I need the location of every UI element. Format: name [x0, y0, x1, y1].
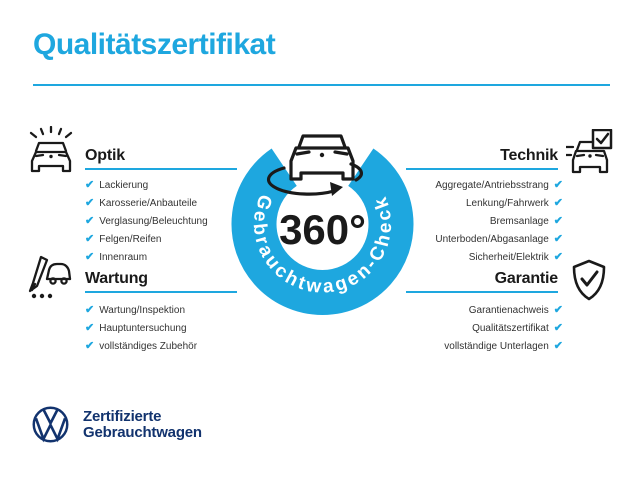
- check-icon: ✔: [553, 250, 563, 263]
- list-item-label: Innenraum: [99, 251, 148, 263]
- list-item-label: Wartung/Inspektion: [99, 304, 186, 316]
- list-item-label: Lenkung/Fahrwerk: [465, 197, 549, 209]
- check-icon: ✔: [85, 232, 95, 245]
- check-icon: ✔: [85, 303, 95, 316]
- check-icon: ✔: [85, 321, 95, 334]
- section-title-garantie: Garantie: [494, 270, 558, 287]
- list-item-label: vollständige Unterlagen: [444, 340, 549, 352]
- brand-line-1: Zertifizierte: [83, 408, 162, 425]
- check-icon: ✔: [553, 303, 563, 316]
- list-item-label: Lackierung: [99, 179, 149, 191]
- check-icon: ✔: [85, 250, 95, 263]
- brand-line-2: Gebrauchtwagen: [83, 423, 202, 441]
- list-item-label: Aggregate/Antriebsstrang: [435, 179, 549, 191]
- list-item-label: Unterboden/Abgasanlage: [435, 233, 549, 245]
- check-icon: ✔: [553, 232, 563, 245]
- section-title-technik: Technik: [500, 147, 558, 164]
- list-item-label: Hauptuntersuchung: [99, 322, 187, 334]
- check-icon: ✔: [85, 196, 95, 209]
- section-title-optik: Optik: [85, 147, 125, 164]
- ring-curved-text: Gebrauchtwagen-Check: [248, 191, 397, 299]
- check-icon: ✔: [85, 214, 95, 227]
- page-title: Qualitätszertifikat: [33, 28, 276, 61]
- list-item-label: vollständiges Zubehör: [99, 340, 198, 352]
- check-icon: ✔: [553, 178, 563, 191]
- list-item-label: Felgen/Reifen: [99, 233, 162, 245]
- check-icon: ✔: [85, 178, 95, 191]
- list-item-label: Sicherheit/Elektrik: [468, 251, 549, 263]
- list-item-label: Garantienachweis: [468, 304, 549, 316]
- section-title-wartung: Wartung: [85, 270, 148, 287]
- list-item-label: Qualitätszertifikat: [472, 322, 549, 334]
- list-item-label: Verglasung/Beleuchtung: [99, 215, 208, 227]
- check-icon: ✔: [85, 339, 95, 352]
- list-item-label: Bremsanlage: [489, 215, 549, 227]
- vw-logo: [32, 406, 69, 443]
- check-icon: ✔: [553, 196, 563, 209]
- list-item-label: Karosserie/Anbauteile: [99, 197, 198, 209]
- brand-lockup: [83, 409, 202, 440]
- check-icon: ✔: [553, 214, 563, 227]
- check-icon: ✔: [553, 339, 563, 352]
- degree-label: 360°: [279, 206, 366, 253]
- check-icon: ✔: [553, 321, 563, 334]
